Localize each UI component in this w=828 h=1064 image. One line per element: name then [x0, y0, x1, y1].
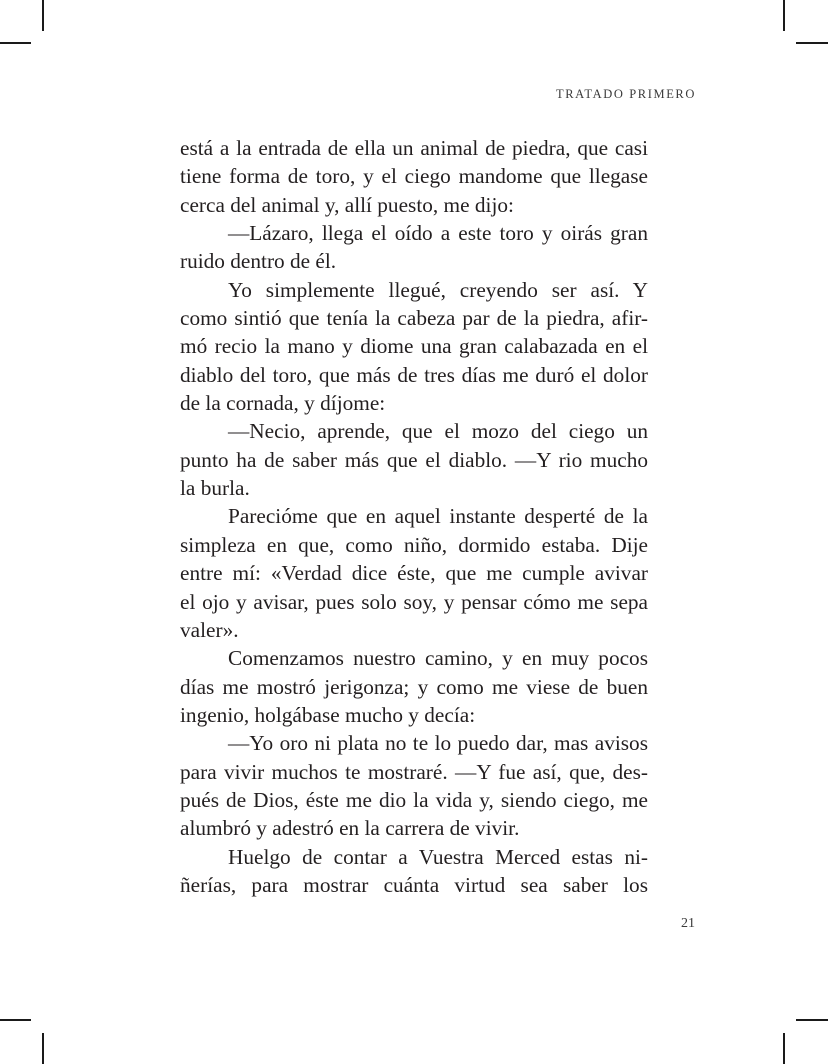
text-line: como sintió que tenía la cabeza par de la piedra, afir- [180, 306, 648, 331]
text-line: ñerías, para mostrar cuánta virtud sea saber los [180, 872, 648, 897]
text-line: para vivir muchos te mostraré. —Y fue así, que, des- [180, 759, 648, 784]
text-line: ruido dentro de él. [180, 249, 337, 274]
text-line: —Necio, aprende, que el mozo del ciego un [228, 419, 648, 444]
text-line: la burla. [180, 476, 250, 501]
text-line: mó recio la mano y diome una gran calabazada en el [180, 334, 648, 359]
crop-mark-top-left-horizontal [0, 42, 31, 44]
text-line: diablo del toro, que más de tres días me duró el dolor [180, 362, 648, 387]
text-line: Huelgo de contar a Vuestra Merced estas ni- [228, 844, 648, 869]
crop-mark-bottom-right-horizontal [796, 1019, 828, 1021]
text-line: —Lázaro, llega el oído a este toro y oirás gran [228, 221, 648, 246]
text-line: Comenzamos nuestro camino, y en muy pocos [228, 646, 648, 671]
text-line: cerca del animal y, allí puesto, me dijo: [180, 192, 514, 217]
text-line: de la cornada, y díjome: [180, 391, 386, 416]
body-text [180, 134, 648, 899]
running-head: TRATADO PRIMERO [555, 87, 696, 101]
text-line: ingenio, holgábase mucho y decía: [180, 702, 476, 727]
text-line: tiene forma de toro, y el ciego mandome que llegase [180, 164, 648, 189]
text-line: el ojo y avisar, pues solo soy, y pensar cómo me sepa [180, 589, 648, 614]
crop-mark-bottom-left-vertical [42, 1033, 44, 1064]
crop-mark-bottom-left-horizontal [0, 1019, 31, 1021]
text-line: está a la entrada de ella un animal de piedra, que casi [180, 136, 648, 160]
text-line: alumbró y adestró en la carrera de vivir. [180, 816, 520, 841]
page-number: 21 [681, 916, 695, 931]
crop-mark-bottom-right-vertical [783, 1033, 785, 1064]
text-line: —Yo oro ni plata no te lo puedo dar, mas avisos [228, 731, 648, 756]
text-line: Parecióme que en aquel instante desperté de la [228, 504, 648, 529]
crop-mark-top-right-vertical [783, 0, 785, 31]
text-line: días me mostró jerigonza; y como me viese de buen [180, 674, 648, 699]
crop-mark-top-right-horizontal [796, 42, 828, 44]
text-line: simpleza en que, como niño, dormido estaba. Dije [180, 532, 648, 557]
text-line: punto ha de saber más que el diablo. —Y rio mucho [180, 447, 648, 472]
text-line: valer». [180, 617, 239, 642]
text-line: entre mí: «Verdad dice éste, que me cumple avivar [180, 561, 648, 586]
crop-mark-top-left-vertical [42, 0, 44, 31]
text-line: pués de Dios, éste me dio la vida y, siendo ciego, me [180, 787, 648, 812]
text-line: Yo simplemente llegué, creyendo ser así. Y [228, 277, 648, 302]
